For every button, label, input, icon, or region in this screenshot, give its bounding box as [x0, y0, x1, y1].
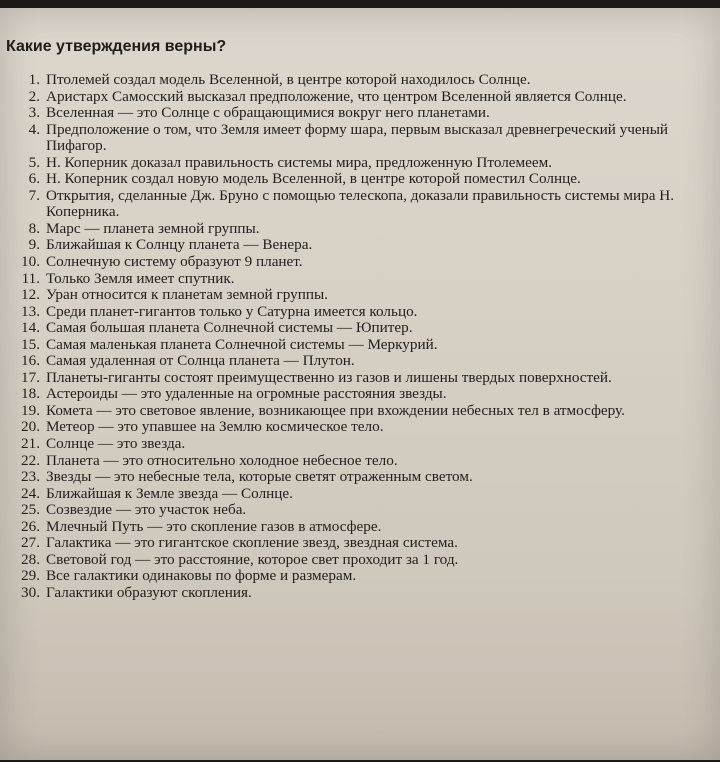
item-number: 27. [21, 534, 40, 552]
item-number: 21. [21, 435, 40, 453]
item-number: 16. [21, 352, 40, 370]
item-number: 6. [28, 170, 40, 188]
item-text: Планета — это относительно холодное небесное тело. [46, 451, 398, 469]
item-text: Созвездие — это участок неба. [46, 501, 247, 519]
item-number: 23. [21, 468, 40, 486]
item-number: 14. [21, 319, 40, 337]
item-text: Ближайшая к Солнцу планета — Венера. [46, 236, 313, 254]
list-item [0, 171, 716, 188]
item-text: Н. Коперник доказал правильность системы мира, предложенную Птолемеем. [46, 153, 553, 171]
list-item [0, 304, 716, 321]
item-text: Самая маленькая планета Солнечной системы — Меркурий. [46, 335, 438, 353]
item-text: Млечный Путь — это скопление газов в атмосфере. [46, 517, 382, 535]
item-text: Солнечную систему образуют 9 планет. [46, 253, 303, 271]
item-number: 20. [21, 418, 40, 436]
list-item [0, 89, 716, 106]
list-item [0, 122, 716, 155]
list-item [0, 519, 716, 536]
item-text: Аристарх Самосский высказал предположение, что центром Вселенной является Солнце. [46, 87, 627, 105]
item-text: Марс — планета земной группы. [46, 219, 260, 237]
item-number: 17. [21, 368, 40, 386]
item-number: 22. [21, 451, 40, 469]
list-item [0, 287, 716, 304]
list-item [0, 353, 716, 370]
item-text: Самая удаленная от Солнца планета — Плутон. [46, 352, 355, 370]
item-text: Открытия, сделанные Дж. Бруно с помощью телескопа, доказали правильность системы мира Н. Коперника. [46, 186, 675, 221]
list-item [0, 72, 716, 89]
item-text: Звезды — это небесные тела, которые светят отраженным светом. [46, 468, 473, 486]
list-item [0, 469, 716, 486]
item-text: Галактика — это гигантское скопление звезд, звездная система. [46, 534, 458, 552]
list-item [0, 237, 716, 254]
item-number: 18. [21, 385, 40, 403]
list-item [0, 337, 716, 354]
item-text: Вселенная — это Солнце с обращающимися вокруг него планетами. [46, 104, 490, 122]
item-number: 10. [21, 253, 40, 271]
book-page [0, 8, 720, 760]
list-item [0, 535, 716, 552]
list-item [0, 403, 716, 420]
list-item [0, 221, 716, 238]
item-number: 12. [21, 286, 40, 304]
list-item [0, 155, 716, 172]
item-text: Птолемей создал модель Вселенной, в центре которой находилось Солнце. [46, 71, 531, 88]
list-item [0, 486, 716, 503]
item-text: Астероиды — это удаленные на огромные расстояния звезды. [46, 385, 447, 403]
item-text: Метеор — это упавшее на Землю космическое тело. [46, 418, 384, 436]
list-item [0, 386, 716, 403]
list-item [0, 254, 716, 271]
list-item [0, 436, 716, 453]
item-number: 11. [21, 269, 40, 287]
item-number: 13. [21, 302, 40, 320]
item-text: Световой год — это расстояние, которое свет проходит за 1 год. [46, 550, 459, 568]
item-number: 19. [21, 401, 40, 419]
item-text: Планеты-гиганты состоят преимущественно из газов и лишены твердых поверхностей. [46, 368, 612, 386]
item-number: 24. [21, 484, 40, 502]
list-item [0, 370, 716, 387]
item-number: 5. [28, 153, 40, 171]
list-item [0, 552, 716, 569]
item-number: 29. [21, 567, 40, 585]
item-text: Ближайшая к Земле звезда — Солнце. [46, 484, 293, 502]
list-item [0, 105, 716, 122]
list-item [0, 453, 716, 470]
item-text: Только Земля имеет спутник. [46, 269, 235, 287]
item-text: Все галактики одинаковы по форме и размерам. [46, 567, 357, 585]
item-number: 28. [21, 550, 40, 568]
item-number: 25. [21, 501, 40, 519]
item-number: 8. [28, 219, 40, 237]
item-text: Уран относится к планетам земной группы. [46, 286, 328, 304]
statement-list [0, 72, 716, 602]
item-number: 1. [28, 71, 40, 88]
item-text: Среди планет-гигантов только у Сатурна имеется кольцо. [46, 302, 418, 320]
list-item [0, 568, 716, 585]
item-text: Солнце — это звезда. [46, 435, 186, 453]
list-item [0, 502, 716, 519]
list-item [0, 320, 716, 337]
list-item [0, 585, 716, 602]
item-number: 15. [21, 335, 40, 353]
item-text: Самая большая планета Солнечной системы — Юпитер. [46, 319, 413, 337]
item-number: 30. [21, 583, 40, 601]
item-number: 26. [21, 517, 40, 535]
item-text: Предположение о том, что Земля имеет форму шара, первым высказал древнегреческий ученый Пифагор. [46, 120, 669, 155]
item-text: Комета — это световое явление, возникающее при вхождении небесных тел в атмосферу. [46, 401, 625, 419]
item-text: Н. Коперник создал новую модель Вселенной, в центре которой поместил Солнце. [46, 170, 581, 188]
list-item [0, 271, 716, 288]
list-item [0, 188, 716, 221]
item-number: 7. [28, 186, 40, 204]
item-number: 3. [28, 104, 40, 122]
item-text: Галактики образуют скопления. [46, 583, 252, 601]
item-number: 4. [28, 120, 40, 138]
item-number: 2. [28, 87, 40, 105]
item-number: 9. [28, 236, 40, 254]
page-title: Какие утверждения верны? [6, 38, 227, 55]
list-item [0, 419, 716, 436]
